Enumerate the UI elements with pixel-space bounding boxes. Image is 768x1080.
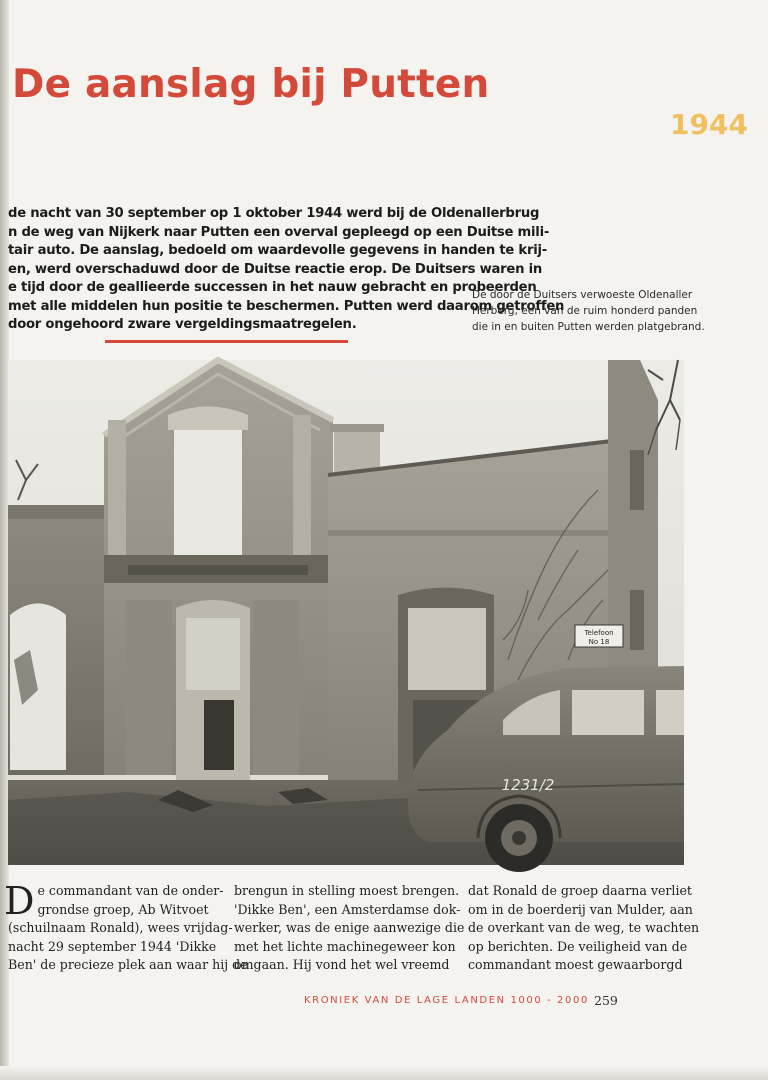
body-line: Ben' de precieze plek aan waar hij de — [8, 957, 248, 973]
intro-paragraph — [8, 205, 565, 335]
body-line: (schuilnaam Ronald), wees vrijdag- — [8, 920, 233, 936]
body-line: grondse groep, Ab Witvoet — [37, 901, 209, 917]
intro-line: n de weg van Nijkerk naar Putten een overval gepleegd op een Duitse mili- — [8, 224, 550, 240]
page-bottom-edge — [0, 1066, 768, 1080]
intro-divider-rule — [105, 340, 348, 343]
caption-line: Herberg, een van de ruim honderd panden — [472, 305, 698, 317]
body-line: om in de boerderij van Mulder, aan — [468, 901, 693, 917]
caption-line: De door de Duitsers verwoeste Oldenaller — [472, 289, 693, 301]
car-chalk-marking: 1231/2 — [501, 776, 555, 794]
body-line: 'Dikke Ben', een Amsterdamse dok- — [234, 901, 461, 917]
page-title: De aanslag bij Putten — [12, 62, 490, 107]
body-line: commandant moest gewaarborgd — [468, 957, 683, 973]
body-line: werker, was de enige aanwezige die — [234, 920, 465, 936]
body-line: brengun in stelling moest brengen. — [234, 883, 460, 898]
year-label: 1944 — [670, 108, 748, 141]
running-footer-title: KRONIEK VAN DE LAGE LANDEN 1000 - 2000 — [304, 995, 589, 1006]
page-number: 259 — [594, 993, 618, 1008]
ruined-inn-photo — [8, 360, 684, 865]
photo-caption — [472, 287, 722, 335]
sign-text-line1: Telefoon — [584, 629, 614, 637]
body-column-1 — [4, 879, 248, 975]
body-line: met het lichte machinegeweer kon — [234, 938, 456, 954]
body-column-3 — [468, 882, 700, 975]
body-column-2 — [234, 882, 465, 975]
body-line: omgaan. Hij vond het wel vreemd — [234, 957, 450, 973]
caption-line: die in en buiten Putten werden platgebrand. — [472, 321, 705, 333]
body-line: e commandant van de onder- — [37, 883, 224, 898]
intro-line: door ongehoord zware vergeldingsmaatregelen. — [8, 317, 357, 332]
body-line: nacht 29 september 1944 'Dikke — [8, 938, 217, 954]
sign-text-line2: No 18 — [588, 638, 610, 646]
intro-line: met alle middelen hun positie te beschermen. Putten werd daarom getroffen — [8, 298, 565, 314]
intro-line: e tijd door de geallieerde successen in het nauw gebracht en probeerden — [8, 280, 537, 295]
intro-line: tair auto. De aanslag, bedoeld om waardevolle gegevens in handen te krij- — [8, 243, 547, 258]
intro-line: de nacht van 30 september op 1 oktober 1944 werd bij de Oldenallerbrug — [8, 206, 540, 221]
body-line: de overkant van de weg, te wachten — [468, 920, 700, 936]
body-line: dat Ronald de groep daarna verliet — [468, 883, 692, 898]
drop-cap: D — [4, 879, 35, 923]
intro-line: en, werd overschaduwd door de Duitse reactie erop. De Duitsers waren in — [8, 261, 542, 277]
body-line: op berichten. De veiligheid van de — [468, 938, 688, 954]
